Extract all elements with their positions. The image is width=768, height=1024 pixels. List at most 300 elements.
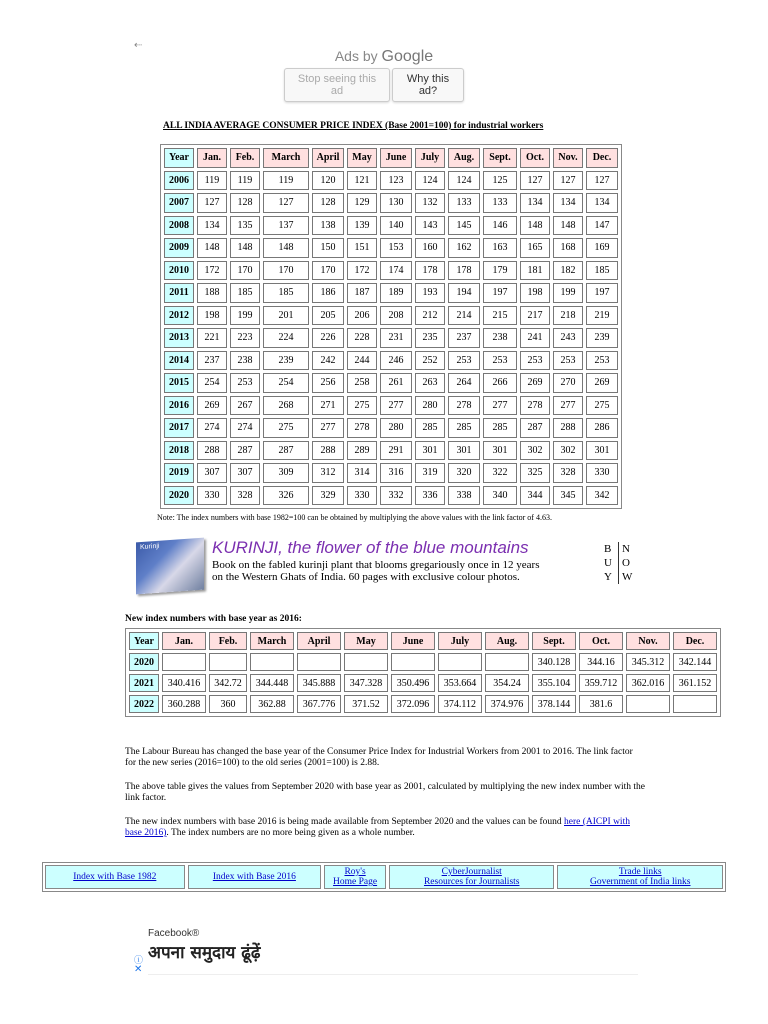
nav-link-base-2016[interactable] bbox=[188, 865, 322, 889]
column-header: Oct. bbox=[579, 632, 623, 650]
table-row bbox=[164, 328, 618, 348]
index-cell: 119 bbox=[230, 171, 260, 191]
buy-letters bbox=[604, 542, 612, 584]
index-cell: 278 bbox=[347, 418, 377, 438]
index-cell: 287 bbox=[520, 418, 550, 438]
index-cell: 381.6 bbox=[579, 695, 623, 713]
index-cell: 374.112 bbox=[438, 695, 482, 713]
index-cell: 286 bbox=[586, 418, 618, 438]
index-cell: 217 bbox=[520, 306, 550, 326]
index-cell: 179 bbox=[483, 261, 517, 281]
fb-ad-divider bbox=[148, 974, 638, 975]
index-cell: 185 bbox=[230, 283, 260, 303]
index-cell: 140 bbox=[380, 216, 412, 236]
column-header: Year bbox=[129, 632, 159, 650]
index-cell bbox=[162, 653, 206, 671]
index-cell: 359.712 bbox=[579, 674, 623, 692]
index-cell: 347.328 bbox=[344, 674, 388, 692]
index-cell: 280 bbox=[415, 396, 445, 416]
availability-text: The new index numbers with base 2016 is being made available from September 2020 and the values can be found bbox=[125, 817, 564, 827]
note-label: Note bbox=[157, 513, 173, 522]
index-cell: 188 bbox=[197, 283, 227, 303]
index-cell: 147 bbox=[586, 216, 618, 236]
table-row bbox=[164, 418, 618, 438]
index-cell: 269 bbox=[586, 373, 618, 393]
index-cell: 329 bbox=[312, 486, 344, 506]
index-cell: 338 bbox=[448, 486, 480, 506]
index-cell: 182 bbox=[553, 261, 583, 281]
column-header: April bbox=[297, 632, 341, 650]
table-row bbox=[164, 441, 618, 461]
table-row bbox=[129, 674, 717, 692]
index-cell: 277 bbox=[553, 396, 583, 416]
index-cell: 336 bbox=[415, 486, 445, 506]
table-row bbox=[164, 463, 618, 483]
index-cell: 345.312 bbox=[626, 653, 670, 671]
index-cell: 253 bbox=[553, 351, 583, 371]
index-cell: 362.88 bbox=[250, 695, 294, 713]
index-cell: 201 bbox=[263, 306, 309, 326]
index-cell: 312 bbox=[312, 463, 344, 483]
index-cell: 205 bbox=[312, 306, 344, 326]
column-header: Dec. bbox=[673, 632, 717, 650]
index-cell: 127 bbox=[520, 171, 550, 191]
index-cell: 134 bbox=[520, 193, 550, 213]
index-cell: 165 bbox=[520, 238, 550, 258]
link-factor-note bbox=[157, 513, 552, 522]
index-cell: 271 bbox=[312, 396, 344, 416]
index-cell: 121 bbox=[347, 171, 377, 191]
ad-info-icon[interactable]: ⓘ bbox=[134, 956, 144, 966]
index-cell: 285 bbox=[448, 418, 480, 438]
year-cell: 2012 bbox=[164, 306, 194, 326]
index-cell: 307 bbox=[197, 463, 227, 483]
index-cell: 263 bbox=[415, 373, 445, 393]
ad-feedback-buttons bbox=[284, 68, 464, 102]
index-cell: 350.496 bbox=[391, 674, 435, 692]
index-cell: 288 bbox=[197, 441, 227, 461]
table-row bbox=[164, 283, 618, 303]
index-cell: 128 bbox=[230, 193, 260, 213]
now-letters bbox=[618, 542, 632, 584]
index-cell: 301 bbox=[415, 441, 445, 461]
index-cell: 226 bbox=[312, 328, 344, 348]
index-cell: 302 bbox=[553, 441, 583, 461]
index-cell: 172 bbox=[347, 261, 377, 281]
kurinji-book-banner[interactable] bbox=[136, 538, 636, 596]
nav-label: Resources for Journalists bbox=[423, 877, 520, 887]
index-cell: 237 bbox=[448, 328, 480, 348]
year-cell: 2017 bbox=[164, 418, 194, 438]
column-header: Nov. bbox=[553, 148, 583, 168]
index-cell: 330 bbox=[347, 486, 377, 506]
index-cell: 256 bbox=[312, 373, 344, 393]
index-cell: 228 bbox=[347, 328, 377, 348]
index-cell: 374.976 bbox=[485, 695, 529, 713]
index-cell: 275 bbox=[263, 418, 309, 438]
index-cell: 278 bbox=[448, 396, 480, 416]
banner-title: KURINJI, the flower of the blue mountains bbox=[212, 538, 529, 557]
nav-link-base-1982[interactable] bbox=[45, 865, 185, 889]
index-cell: 239 bbox=[586, 328, 618, 348]
buy-letter: Y bbox=[604, 571, 612, 583]
index-cell: 124 bbox=[415, 171, 445, 191]
index-cell: 328 bbox=[553, 463, 583, 483]
index-cell: 148 bbox=[520, 216, 550, 236]
index-cell: 130 bbox=[380, 193, 412, 213]
index-cell: 253 bbox=[483, 351, 517, 371]
index-cell: 361.152 bbox=[673, 674, 717, 692]
index-cell: 345 bbox=[553, 486, 583, 506]
index-cell: 181 bbox=[520, 261, 550, 281]
index-cell: 199 bbox=[553, 283, 583, 303]
index-cell: 239 bbox=[263, 351, 309, 371]
index-cell: 287 bbox=[230, 441, 260, 461]
book-cover-label: Kurinji bbox=[140, 542, 160, 552]
nav-label: Trade links bbox=[618, 867, 662, 877]
why-this-ad-button[interactable]: Why this ad? bbox=[392, 68, 464, 102]
index-cell: 150 bbox=[312, 238, 344, 258]
index-cell: 198 bbox=[520, 283, 550, 303]
now-letter: W bbox=[622, 571, 633, 583]
column-header: May bbox=[347, 148, 377, 168]
year-cell: 2015 bbox=[164, 373, 194, 393]
column-header: Aug. bbox=[448, 148, 480, 168]
new-series-table bbox=[125, 628, 721, 717]
book-cover-image bbox=[136, 538, 204, 595]
buy-now-button[interactable] bbox=[602, 542, 636, 586]
index-cell: 127 bbox=[586, 171, 618, 191]
column-header: April bbox=[312, 148, 344, 168]
header-row bbox=[129, 632, 717, 650]
year-cell: 2020 bbox=[129, 653, 159, 671]
index-cell: 360 bbox=[209, 695, 247, 713]
base-change-paragraph: The Labour Bureau has changed the base year of the Consumer Price Index for Industrial Workers from 2001 to 2016. The link factor for the new series (2016=100) to the old series (2001=100) is 2.88. bbox=[125, 747, 633, 768]
index-cell: 148 bbox=[230, 238, 260, 258]
index-cell: 127 bbox=[197, 193, 227, 213]
index-cell: 212 bbox=[415, 306, 445, 326]
index-cell: 330 bbox=[586, 463, 618, 483]
index-cell: 129 bbox=[347, 193, 377, 213]
year-cell: 2022 bbox=[129, 695, 159, 713]
index-cell: 151 bbox=[347, 238, 377, 258]
table-row bbox=[164, 171, 618, 191]
index-cell: 133 bbox=[448, 193, 480, 213]
index-cell: 199 bbox=[230, 306, 260, 326]
old-series-table bbox=[160, 144, 622, 509]
index-cell: 169 bbox=[586, 238, 618, 258]
index-cell: 345.888 bbox=[297, 674, 341, 692]
index-cell: 267 bbox=[230, 396, 260, 416]
index-cell: 266 bbox=[483, 373, 517, 393]
index-cell: 268 bbox=[263, 396, 309, 416]
index-cell: 185 bbox=[586, 261, 618, 281]
index-cell: 168 bbox=[553, 238, 583, 258]
index-cell: 301 bbox=[483, 441, 517, 461]
index-cell: 185 bbox=[263, 283, 309, 303]
index-cell: 243 bbox=[553, 328, 583, 348]
index-cell: 340 bbox=[483, 486, 517, 506]
column-header: Feb. bbox=[209, 632, 247, 650]
nav-label: Index with Base 2016 bbox=[212, 872, 296, 882]
column-header: July bbox=[415, 148, 445, 168]
nav-label: Home Page bbox=[333, 877, 378, 887]
index-cell: 280 bbox=[380, 418, 412, 438]
year-cell: 2007 bbox=[164, 193, 194, 213]
index-cell: 330 bbox=[197, 486, 227, 506]
index-cell: 326 bbox=[263, 486, 309, 506]
index-cell: 342.144 bbox=[673, 653, 717, 671]
index-cell: 355.104 bbox=[532, 674, 576, 692]
year-cell: 2006 bbox=[164, 171, 194, 191]
index-cell: 253 bbox=[586, 351, 618, 371]
index-cell: 252 bbox=[415, 351, 445, 371]
index-cell: 148 bbox=[553, 216, 583, 236]
nav-link-cyberjournalist[interactable] bbox=[389, 865, 555, 889]
index-cell bbox=[344, 653, 388, 671]
column-header: Year bbox=[164, 148, 194, 168]
table-row bbox=[164, 193, 618, 213]
index-cell: 277 bbox=[312, 418, 344, 438]
index-cell: 278 bbox=[520, 396, 550, 416]
index-cell: 127 bbox=[263, 193, 309, 213]
year-cell: 2010 bbox=[164, 261, 194, 281]
index-cell: 231 bbox=[380, 328, 412, 348]
index-cell: 277 bbox=[380, 396, 412, 416]
index-cell: 208 bbox=[380, 306, 412, 326]
index-cell: 244 bbox=[347, 351, 377, 371]
index-cell: 235 bbox=[415, 328, 445, 348]
index-cell: 344.448 bbox=[250, 674, 294, 692]
nav-label: CyberJournalist bbox=[441, 867, 502, 877]
index-cell: 270 bbox=[553, 373, 583, 393]
index-cell: 128 bbox=[312, 193, 344, 213]
index-cell: 322 bbox=[483, 463, 517, 483]
nav-label: Index with Base 1982 bbox=[73, 872, 157, 882]
index-cell: 264 bbox=[448, 373, 480, 393]
table-row bbox=[164, 306, 618, 326]
index-cell: 340.416 bbox=[162, 674, 206, 692]
index-cell: 314 bbox=[347, 463, 377, 483]
index-cell: 302 bbox=[520, 441, 550, 461]
buy-letter: U bbox=[604, 557, 612, 569]
index-cell: 218 bbox=[553, 306, 583, 326]
index-cell: 242 bbox=[312, 351, 344, 371]
index-cell: 178 bbox=[415, 261, 445, 281]
table-row bbox=[164, 261, 618, 281]
buy-letter: B bbox=[604, 543, 612, 555]
index-cell: 214 bbox=[448, 306, 480, 326]
index-cell: 254 bbox=[263, 373, 309, 393]
close-icon[interactable]: ✕ bbox=[134, 964, 143, 975]
index-cell: 309 bbox=[263, 463, 309, 483]
stop-seeing-ad-button[interactable]: Stop seeing this ad bbox=[284, 68, 390, 102]
index-cell: 143 bbox=[415, 216, 445, 236]
table-row bbox=[129, 695, 717, 713]
index-cell: 224 bbox=[263, 328, 309, 348]
availability-paragraph bbox=[125, 817, 645, 839]
footer-nav bbox=[42, 862, 726, 892]
index-cell: 275 bbox=[347, 396, 377, 416]
now-letter: N bbox=[622, 543, 630, 555]
index-cell: 186 bbox=[312, 283, 344, 303]
index-cell: 148 bbox=[197, 238, 227, 258]
index-cell: 288 bbox=[312, 441, 344, 461]
nav-link-trade[interactable] bbox=[557, 865, 723, 889]
index-cell: 127 bbox=[553, 171, 583, 191]
index-cell: 288 bbox=[553, 418, 583, 438]
column-header: Oct. bbox=[520, 148, 550, 168]
index-cell: 153 bbox=[380, 238, 412, 258]
year-cell: 2021 bbox=[129, 674, 159, 692]
index-cell: 301 bbox=[448, 441, 480, 461]
column-header: May bbox=[344, 632, 388, 650]
index-cell: 307 bbox=[230, 463, 260, 483]
index-cell: 277 bbox=[483, 396, 517, 416]
index-cell: 170 bbox=[263, 261, 309, 281]
index-cell: 172 bbox=[197, 261, 227, 281]
index-cell: 189 bbox=[380, 283, 412, 303]
index-cell: 138 bbox=[312, 216, 344, 236]
index-cell: 132 bbox=[415, 193, 445, 213]
new-series-title: New index numbers with base year as 2016: bbox=[125, 614, 302, 624]
index-cell: 215 bbox=[483, 306, 517, 326]
index-cell: 360.288 bbox=[162, 695, 206, 713]
column-header: July bbox=[438, 632, 482, 650]
index-cell: 134 bbox=[197, 216, 227, 236]
index-cell: 328 bbox=[230, 486, 260, 506]
table-row bbox=[164, 216, 618, 236]
index-cell: 320 bbox=[448, 463, 480, 483]
index-cell bbox=[391, 653, 435, 671]
header-row bbox=[164, 148, 618, 168]
index-cell: 367.776 bbox=[297, 695, 341, 713]
index-cell: 261 bbox=[380, 373, 412, 393]
index-cell: 238 bbox=[483, 328, 517, 348]
back-arrow-icon[interactable]: ⇠ bbox=[134, 40, 143, 51]
column-header: Jan. bbox=[197, 148, 227, 168]
ads-by-label: Ads by bbox=[334, 48, 378, 64]
index-cell bbox=[438, 653, 482, 671]
index-cell: 319 bbox=[415, 463, 445, 483]
index-cell: 197 bbox=[483, 283, 517, 303]
table-row bbox=[164, 351, 618, 371]
index-cell: 135 bbox=[230, 216, 260, 236]
now-letter: O bbox=[622, 557, 630, 569]
year-cell: 2011 bbox=[164, 283, 194, 303]
index-cell: 146 bbox=[483, 216, 517, 236]
index-cell: 170 bbox=[230, 261, 260, 281]
year-cell: 2009 bbox=[164, 238, 194, 258]
index-cell: 219 bbox=[586, 306, 618, 326]
aicpi-2016-link[interactable]: here (AICPI with base 2016) bbox=[125, 817, 630, 838]
table-row bbox=[164, 238, 618, 258]
index-cell: 344 bbox=[520, 486, 550, 506]
banner-line-2: on the Western Ghats of India. 60 pages with exclusive colour photos. bbox=[212, 571, 520, 583]
index-cell: 344.16 bbox=[579, 653, 623, 671]
index-cell: 139 bbox=[347, 216, 377, 236]
google-logo: Google bbox=[381, 48, 434, 65]
index-cell: 269 bbox=[520, 373, 550, 393]
fb-ad-advertiser: Facebook® bbox=[148, 928, 200, 939]
note-text: : The index numbers with base 1982=100 can be obtained by multiplying the above values with the link factor of 4.63. bbox=[172, 513, 552, 522]
index-cell: 246 bbox=[380, 351, 412, 371]
index-cell: 254 bbox=[197, 373, 227, 393]
nav-label: Government of India links bbox=[589, 877, 691, 887]
index-cell: 124 bbox=[448, 171, 480, 191]
column-header: Nov. bbox=[626, 632, 670, 650]
index-cell: 133 bbox=[483, 193, 517, 213]
index-cell: 340.128 bbox=[532, 653, 576, 671]
index-cell: 325 bbox=[520, 463, 550, 483]
nav-link-home[interactable] bbox=[324, 865, 386, 889]
column-header: Aug. bbox=[485, 632, 529, 650]
column-header: June bbox=[391, 632, 435, 650]
index-cell: 353.664 bbox=[438, 674, 482, 692]
index-cell: 187 bbox=[347, 283, 377, 303]
index-cell: 137 bbox=[263, 216, 309, 236]
column-header: Sept. bbox=[532, 632, 576, 650]
table-explanation-paragraph: The above table gives the values from September 2020 with base year as 2001, calculated by multiplying the new index number with the link factor. bbox=[125, 782, 645, 803]
index-cell: 291 bbox=[380, 441, 412, 461]
year-cell: 2019 bbox=[164, 463, 194, 483]
year-cell: 2014 bbox=[164, 351, 194, 371]
index-cell: 178 bbox=[448, 261, 480, 281]
index-cell: 354.24 bbox=[485, 674, 529, 692]
index-cell: 237 bbox=[197, 351, 227, 371]
index-cell bbox=[485, 653, 529, 671]
index-cell: 332 bbox=[380, 486, 412, 506]
fb-ad-headline[interactable]: अपना समुदाय ढूंढ़ें bbox=[148, 943, 261, 963]
index-cell: 148 bbox=[263, 238, 309, 258]
index-cell: 241 bbox=[520, 328, 550, 348]
index-cell: 162 bbox=[448, 238, 480, 258]
index-cell: 342 bbox=[586, 486, 618, 506]
index-cell: 253 bbox=[448, 351, 480, 371]
index-cell: 120 bbox=[312, 171, 344, 191]
index-cell: 342.72 bbox=[209, 674, 247, 692]
column-header: Sept. bbox=[483, 148, 517, 168]
index-cell: 269 bbox=[197, 396, 227, 416]
index-cell bbox=[297, 653, 341, 671]
table-row bbox=[129, 653, 717, 671]
index-cell: 123 bbox=[380, 171, 412, 191]
index-cell: 223 bbox=[230, 328, 260, 348]
index-cell bbox=[250, 653, 294, 671]
index-cell: 221 bbox=[197, 328, 227, 348]
index-cell: 378.144 bbox=[532, 695, 576, 713]
index-cell: 198 bbox=[197, 306, 227, 326]
column-header: Feb. bbox=[230, 148, 260, 168]
index-cell bbox=[626, 695, 670, 713]
index-cell: 285 bbox=[415, 418, 445, 438]
index-cell: 362.016 bbox=[626, 674, 670, 692]
index-cell: 194 bbox=[448, 283, 480, 303]
table-row bbox=[164, 396, 618, 416]
index-cell: 119 bbox=[197, 171, 227, 191]
table-row bbox=[164, 373, 618, 393]
year-cell: 2018 bbox=[164, 441, 194, 461]
index-cell: 371.52 bbox=[344, 695, 388, 713]
index-cell: 301 bbox=[586, 441, 618, 461]
index-cell: 206 bbox=[347, 306, 377, 326]
index-cell: 134 bbox=[553, 193, 583, 213]
index-cell: 134 bbox=[586, 193, 618, 213]
index-cell: 285 bbox=[483, 418, 517, 438]
index-cell: 174 bbox=[380, 261, 412, 281]
index-cell: 163 bbox=[483, 238, 517, 258]
banner-line-1: Book on the fabled kurinji plant that blooms gregariously once in 12 years bbox=[212, 559, 540, 571]
